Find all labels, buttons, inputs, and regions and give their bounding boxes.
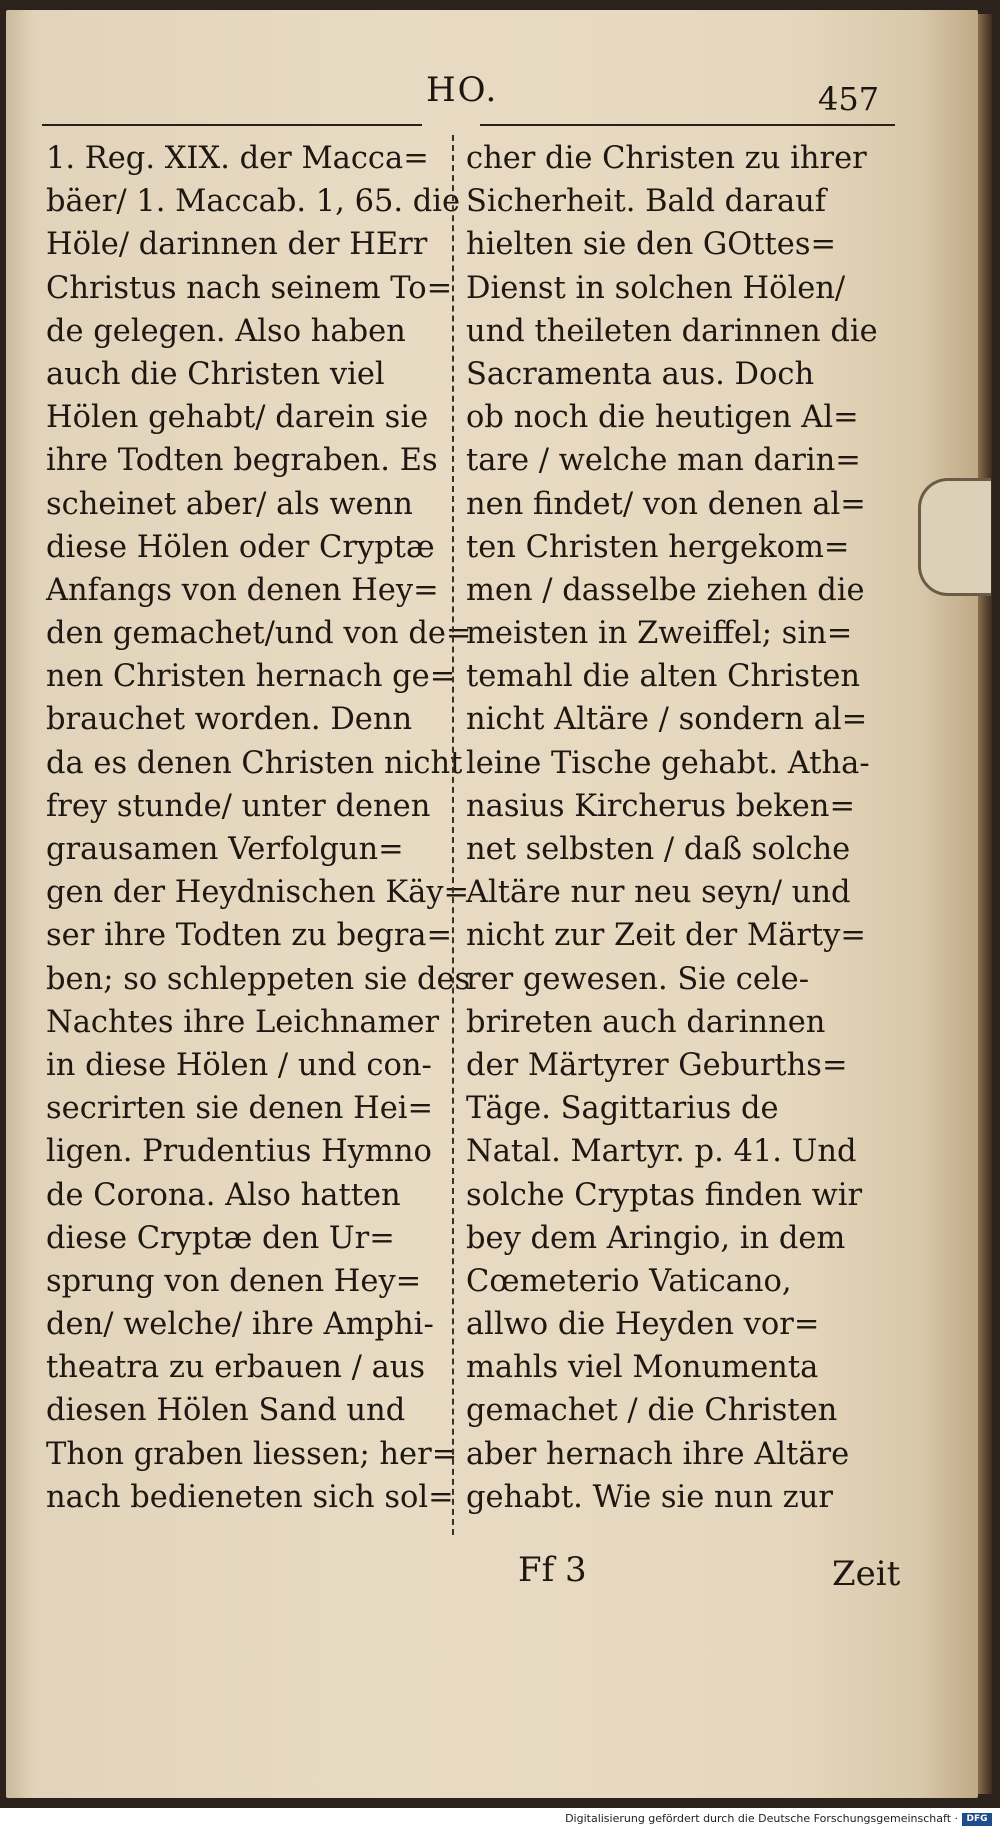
digitization-credit: [0, 1810, 1000, 1829]
text-line: grausamen Verfolgun=: [46, 832, 404, 867]
signature-mark: Ff 3: [518, 1550, 587, 1590]
running-head: HO.: [426, 70, 499, 110]
text-line: Christus nach seinem To=: [46, 270, 453, 306]
text-line: Sicherheit. Bald darauf: [466, 184, 827, 220]
text-line: Hölen gehabt/ darein sie: [46, 400, 429, 436]
text-line: diesen Hölen Sand und: [46, 1393, 406, 1429]
text-line: secrirten sie denen Hei=: [46, 1091, 434, 1127]
text-line: bäer/ 1. Maccab. 1, 65. die: [46, 184, 461, 220]
text-line: Anfangs von denen Hey=: [46, 572, 439, 608]
text-line: der Märtyrer Geburths=: [466, 1047, 848, 1083]
text-line: 1. Reg. XIX. der Macca=: [46, 141, 429, 176]
book-page: [6, 10, 978, 1798]
text-line: ser ihre Todten zu begra=: [46, 918, 453, 954]
credit-text: Digitalisierung gefördert durch die Deutsche Forschungsgemeinschaft ·: [565, 1812, 958, 1825]
dfg-logo: DFG: [962, 1813, 992, 1826]
text-line: Dienst in solchen Hölen/: [466, 270, 846, 306]
right-text-column: [466, 137, 906, 1519]
text-line: in diese Hölen / und con-: [46, 1047, 432, 1083]
text-line: Altäre nur neu seyn/ und: [466, 875, 851, 911]
book-page-edges: [978, 14, 992, 1794]
text-line: Höle/ darinnen der HErr: [46, 227, 428, 263]
text-line: hielten sie den GOttes=: [466, 227, 837, 263]
catchword: Zeit: [832, 1554, 901, 1594]
text-line: ben; so schleppeten sie des: [46, 961, 471, 997]
text-line: sprung von denen Hey=: [46, 1263, 422, 1299]
text-line: de Corona. Also hatten: [46, 1177, 401, 1213]
text-line: da es denen Christen nicht: [46, 745, 463, 781]
text-line: auch die Christen viel: [46, 356, 385, 392]
text-line: gemachet / die Christen: [466, 1393, 838, 1429]
text-line: frey stunde/ unter denen: [46, 788, 431, 824]
text-line: mahls viel Monumenta: [466, 1350, 819, 1386]
text-line: bey dem Aringio, in dem: [466, 1220, 846, 1256]
text-line: gen der Heydnischen Käy=: [46, 875, 470, 911]
text-line: cher die Christen zu ihrer: [466, 141, 867, 176]
page-number: 457: [818, 80, 880, 118]
text-line: brireten auch darinnen: [466, 1004, 826, 1040]
text-line: aber hernach ihre Altäre: [466, 1436, 850, 1472]
text-line: nen Christen hernach ge=: [46, 659, 456, 695]
text-line: temahl die alten Christen: [466, 659, 861, 695]
text-line: net selbsten / daß solche: [466, 832, 851, 867]
page-header: [26, 70, 886, 126]
column-divider: [452, 135, 454, 1535]
text-line: ten Christen hergekom=: [466, 529, 850, 565]
text-line: diese Cryptæ den Ur=: [46, 1220, 395, 1256]
text-line: scheinet aber/ als wenn: [46, 486, 413, 522]
text-line: Täge. Sagittarius de: [466, 1091, 779, 1127]
page-footer: [6, 1550, 978, 1610]
text-line: meisten in Zweiffel; sin=: [466, 616, 853, 652]
text-line: de gelegen. Also haben: [46, 313, 406, 349]
text-line: ihre Todten begraben. Es: [46, 443, 438, 479]
text-line: Sacramenta aus. Doch: [466, 356, 815, 392]
text-line: brauchet worden. Denn: [46, 702, 413, 738]
text-line: nach bedieneten sich sol=: [46, 1479, 454, 1515]
text-line: Thon graben liessen; her=: [46, 1436, 458, 1472]
text-line: nicht Altäre / sondern al=: [466, 702, 868, 738]
text-line: nen findet/ von denen al=: [466, 486, 866, 522]
text-line: Nachtes ihre Leichnamer: [46, 1004, 440, 1040]
left-text-column: [46, 137, 472, 1519]
text-line: nicht zur Zeit der Märty=: [466, 918, 866, 954]
header-rule-right: [480, 124, 895, 126]
text-line: ob noch die heutigen Al=: [466, 400, 859, 436]
text-line: den gemachet/und von de=: [46, 616, 472, 652]
text-line: leine Tische gehabt. Atha-: [466, 745, 870, 781]
text-line: theatra zu erbauen / aus: [46, 1350, 426, 1386]
text-line: gehabt. Wie sie nun zur: [466, 1479, 833, 1515]
text-line: den/ welche/ ihre Amphi-: [46, 1307, 434, 1343]
text-line: men / dasselbe ziehen die: [466, 572, 865, 608]
text-line: solche Cryptas finden wir: [466, 1177, 863, 1213]
text-line: rer gewesen. Sie cele-: [466, 961, 810, 997]
text-line: tare / welche man darin=: [466, 443, 861, 479]
text-line: ligen. Prudentius Hymno: [46, 1134, 432, 1170]
text-line: und theileten darinnen die: [466, 313, 878, 349]
text-line: allwo die Heyden vor=: [466, 1307, 820, 1343]
text-line: diese Hölen oder Cryptæ: [46, 529, 435, 565]
header-rule-left: [42, 124, 422, 126]
text-line: Cœmeterio Vaticano,: [466, 1263, 792, 1299]
book-clasp: [918, 478, 991, 596]
text-line: nasius Kircherus beken=: [466, 788, 855, 824]
text-line: Natal. Martyr. p. 41. Und: [466, 1134, 857, 1170]
